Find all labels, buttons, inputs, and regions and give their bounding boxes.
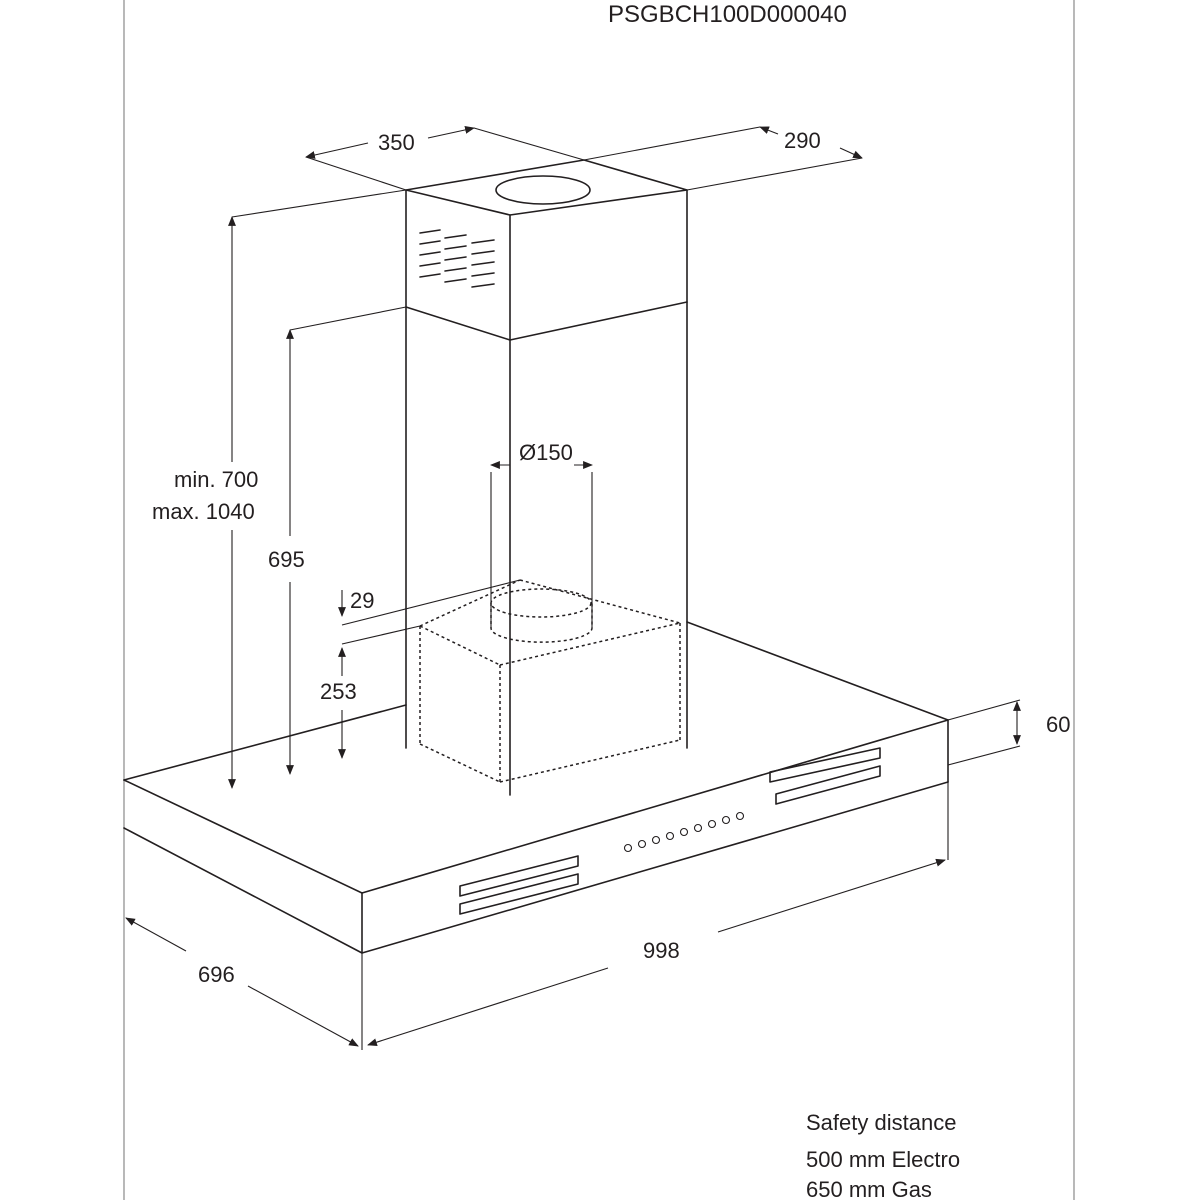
- light-strip-front-upper: [460, 856, 578, 896]
- safety-note: [806, 1110, 960, 1200]
- dimension-253: [320, 648, 357, 758]
- dimension-total-height: [152, 190, 406, 788]
- dimension-350: [306, 128, 584, 190]
- dim-label-29: 29: [350, 588, 375, 613]
- dimension-290: [584, 127, 862, 190]
- dim-label-696: 696: [198, 962, 235, 987]
- dim-label-max-1040: max. 1040: [152, 499, 255, 524]
- light-strip-right-upper: [776, 766, 880, 804]
- canopy: [124, 622, 948, 953]
- dim-label-998: 998: [643, 938, 680, 963]
- dim-label-695: 695: [268, 547, 305, 572]
- chimney: [406, 160, 687, 795]
- chimney-vent-slots: [420, 230, 494, 287]
- dim-label-diameter-150: Ø150: [519, 440, 573, 465]
- dimension-998: [362, 782, 948, 1050]
- dim-label-253: 253: [320, 679, 357, 704]
- chimney-top-face: [406, 160, 687, 215]
- drawing-title: PSGBCH100D000040: [608, 1, 847, 28]
- dimension-60: [948, 700, 1070, 765]
- safety-note-line-2: 500 mm Electro: [806, 1147, 961, 1172]
- hidden-motor-housing: [420, 472, 680, 782]
- dimension-duct-150: [491, 440, 592, 465]
- dim-label-290: 290: [784, 128, 821, 153]
- chimney-top-outlet: [496, 176, 590, 204]
- safety-note-line-1: Safety distance: [806, 1110, 957, 1135]
- dim-label-60: 60: [1046, 712, 1071, 737]
- dim-label-350: 350: [378, 130, 415, 155]
- control-buttons: [625, 813, 744, 852]
- dimension-29: [342, 580, 520, 644]
- safety-note-line-3: 650 mm Gas: [806, 1177, 932, 1200]
- dimension-696: [126, 918, 358, 1046]
- dim-label-min-700: min. 700: [174, 467, 259, 492]
- light-strip-right-top: [770, 748, 880, 782]
